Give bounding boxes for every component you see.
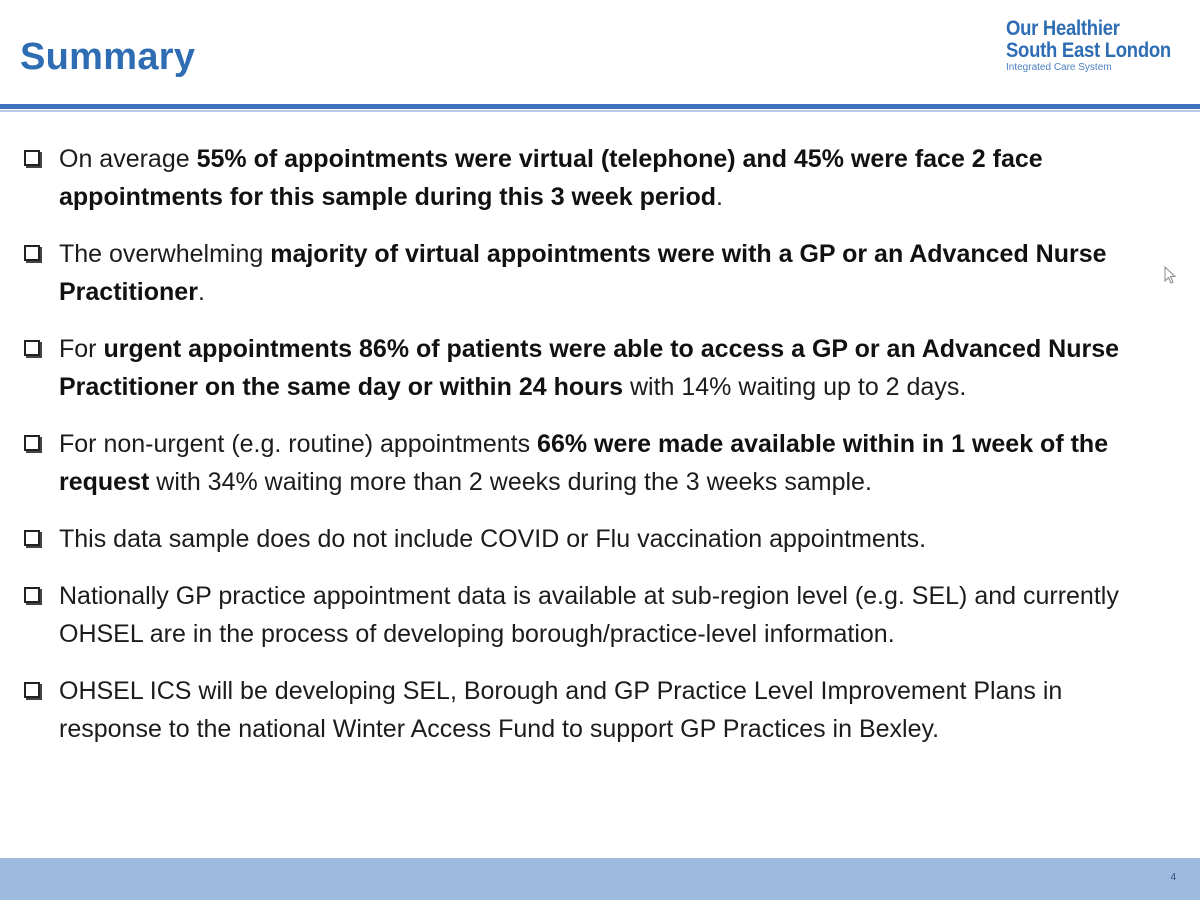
checkbox-bullet-icon bbox=[24, 682, 40, 698]
summary-bullet bbox=[22, 577, 1172, 653]
bullet-text: The overwhelming bbox=[59, 240, 271, 268]
header-divider bbox=[0, 104, 1200, 109]
summary-bullet bbox=[22, 330, 1172, 406]
bullet-text-bold: 66% were made available within in 1 week of the request bbox=[59, 430, 1109, 496]
summary-bullet bbox=[22, 235, 1172, 311]
header-divider-thin bbox=[0, 110, 1200, 112]
bullet-text: with 34% waiting more than 2 weeks during the 3 weeks sample. bbox=[149, 468, 872, 496]
footer-band bbox=[0, 858, 1200, 900]
bullet-text: OHSEL ICS will be developing SEL, Borough and GP Practice Level Improvement Plans in response to the national Winter Access Fund to support GP Practices in Bexley. bbox=[59, 677, 1063, 743]
checkbox-bullet-icon bbox=[24, 150, 40, 166]
page-title: Summary bbox=[20, 36, 196, 78]
bullet-text: On average bbox=[59, 145, 197, 173]
logo-line-1: Our Healthier bbox=[1006, 17, 1120, 40]
bullet-text: For bbox=[59, 335, 104, 363]
bullet-text: Nationally GP practice appointment data is available at sub-region level (e.g. SEL) and currently OHSEL are in the process of developing borough/practice-level information. bbox=[59, 582, 1119, 648]
bullet-text: This data sample does do not include COVID or Flu vaccination appointments. bbox=[59, 525, 927, 553]
summary-bullet bbox=[22, 140, 1172, 216]
mouse-cursor-icon bbox=[1164, 266, 1178, 286]
logo-line-3: Integrated Care System bbox=[1006, 62, 1112, 73]
checkbox-bullet-icon bbox=[24, 340, 40, 356]
bullet-text-bold: majority of virtual appointments were with a GP or an Advanced Nurse Practitioner bbox=[59, 240, 1107, 306]
checkbox-bullet-icon bbox=[24, 587, 40, 603]
bullet-text: . bbox=[716, 183, 723, 211]
bullet-text: with 14% waiting up to 2 days. bbox=[623, 373, 967, 401]
page-number: 4 bbox=[1170, 872, 1176, 883]
summary-bullet bbox=[22, 425, 1172, 501]
checkbox-bullet-icon bbox=[24, 245, 40, 261]
bullet-text-bold: 55% of appointments were virtual (telephone) and 45% were face 2 face appointments for this sample during this 3 week period bbox=[59, 145, 1043, 211]
bullet-text: . bbox=[197, 278, 205, 306]
bullet-text-bold: urgent appointments 86% of patients were able to access a GP or an Advanced Nurse Practitioner on the same day or within 24 hours bbox=[59, 335, 1120, 401]
summary-bullet bbox=[22, 672, 1172, 748]
checkbox-bullet-icon bbox=[24, 435, 40, 451]
summary-bullet-list bbox=[22, 140, 1172, 767]
checkbox-bullet-icon bbox=[24, 530, 40, 546]
summary-bullet bbox=[22, 520, 1172, 558]
ohsel-logo bbox=[1006, 18, 1176, 73]
logo-line-2: South East London bbox=[1006, 39, 1171, 62]
bullet-text: For non-urgent (e.g. routine) appointments bbox=[59, 430, 538, 458]
